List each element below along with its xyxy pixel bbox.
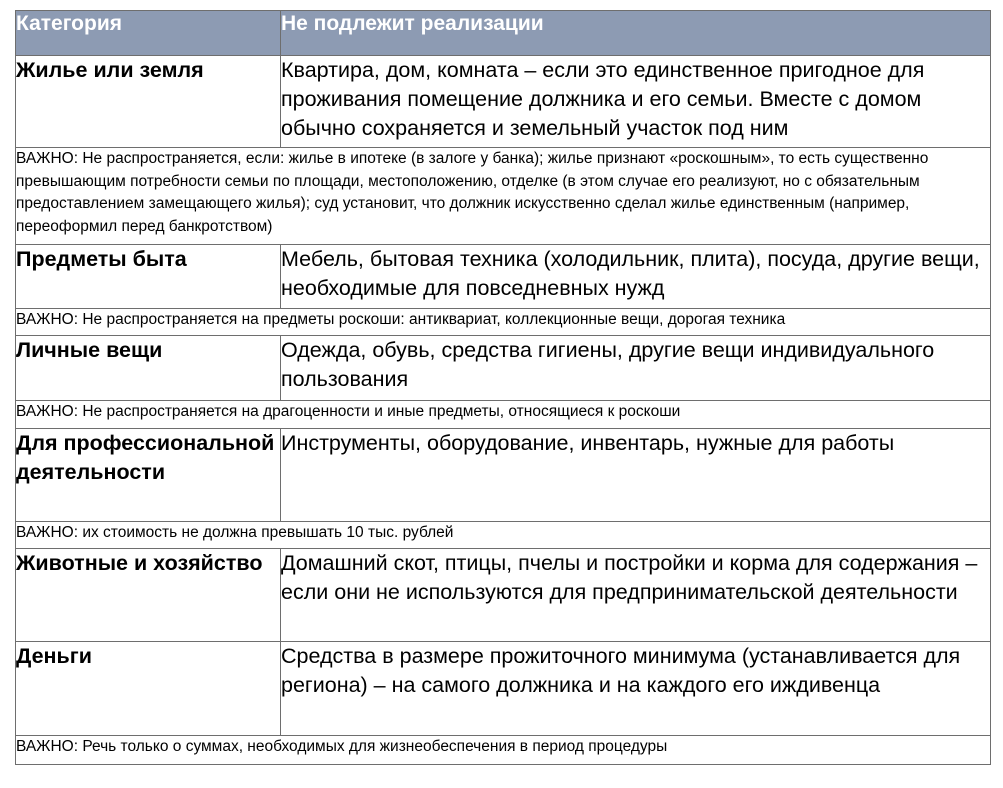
table-row bbox=[16, 245, 991, 309]
note-row bbox=[16, 309, 991, 336]
document-page bbox=[15, 10, 990, 765]
note-cell: ВАЖНО: Не распространяется на предметы роскоши: антиквариат, коллекционные вещи, дорогая техника bbox=[16, 309, 991, 336]
note-cell: ВАЖНО: их стоимость не должна превышать 10 тыс. рублей bbox=[16, 522, 991, 549]
category-cell: Для профессиональной деятельности bbox=[16, 429, 281, 522]
note-row bbox=[16, 148, 991, 245]
description-cell: Домашний скот, птицы, пчелы и постройки и корма для содержания – если они не используются для предпринимательской деятельности bbox=[281, 549, 991, 642]
note-cell: ВАЖНО: Не распространяется на драгоценности и иные предметы, относящиеся к роскоши bbox=[16, 401, 991, 429]
description-cell: Средства в размере прожиточного минимума (устанавливается для региона) – на самого должника и на каждого его иждивенца bbox=[281, 642, 991, 736]
category-cell: Личные вещи bbox=[16, 336, 281, 401]
description-cell: Инструменты, оборудование, инвентарь, нужные для работы bbox=[281, 429, 991, 522]
table-row bbox=[16, 56, 991, 148]
note-cell: ВАЖНО: Речь только о суммах, необходимых для жизнеобеспечения в период процедуры bbox=[16, 736, 991, 765]
table-row bbox=[16, 549, 991, 642]
note-row bbox=[16, 522, 991, 549]
note-row bbox=[16, 736, 991, 765]
category-cell: Предметы быта bbox=[16, 245, 281, 309]
table-row bbox=[16, 336, 991, 401]
note-cell: ВАЖНО: Не распространяется, если: жилье в ипотеке (в залоге у банка); жилье признают «роскошным», то есть существенно превышающим потребности семьи по площади, местоположению, отделке (в этом случае его реализуют, но с обязательным предоставлением замещающего жилья); суд установит, что должник искусственно сделал жилье единственным (например, переоформил перед банкротством) bbox=[16, 148, 991, 245]
table-row bbox=[16, 642, 991, 736]
table-row bbox=[16, 429, 991, 522]
category-cell: Жилье или земля bbox=[16, 56, 281, 148]
exempt-property-table bbox=[15, 10, 991, 765]
category-cell: Деньги bbox=[16, 642, 281, 736]
column-header-category: Категория bbox=[16, 11, 281, 56]
description-cell: Квартира, дом, комната – если это единственное пригодное для проживания помещение должника и его семьи. Вместе с домом обычно сохраняется и земельный участок под ним bbox=[281, 56, 991, 148]
description-cell: Мебель, бытовая техника (холодильник, плита), посуда, другие вещи, необходимые для повседневных нужд bbox=[281, 245, 991, 309]
note-row bbox=[16, 401, 991, 429]
description-cell: Одежда, обувь, средства гигиены, другие вещи индивидуального пользования bbox=[281, 336, 991, 401]
table-header-row bbox=[16, 11, 991, 56]
column-header-exempt: Не подлежит реализации bbox=[281, 11, 991, 56]
category-cell: Животные и хозяйство bbox=[16, 549, 281, 642]
